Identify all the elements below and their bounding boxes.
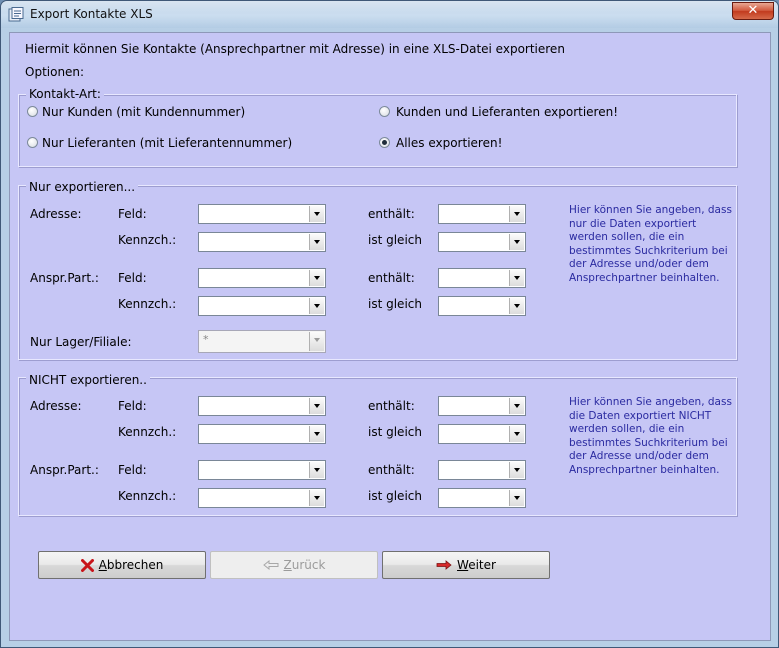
nicht-anspr-kennzch-combo[interactable] <box>198 488 326 508</box>
nicht-adresse-feld-combo[interactable] <box>198 396 326 416</box>
zurueck-label-rest: urück <box>291 558 326 572</box>
nicht-anspr-feld-combo[interactable] <box>198 460 326 480</box>
chevron-down-icon[interactable] <box>509 234 524 250</box>
nicht-anspr-ist-gleich-combo[interactable] <box>438 488 526 508</box>
nur-anspr-feld-label: Feld: <box>118 271 147 285</box>
nur-exportieren-legend: Nur exportieren... <box>26 180 138 194</box>
arrow-left-icon <box>263 560 279 570</box>
nur-anspr-enthaelt-combo[interactable] <box>438 268 526 288</box>
nicht-adresse-ist-gleich-label: ist gleich <box>368 425 422 439</box>
nur-anspr-enthaelt-label: enthält: <box>368 271 415 285</box>
chevron-down-icon[interactable] <box>309 298 324 314</box>
nicht-adresse-kennzch-combo[interactable] <box>198 424 326 444</box>
chevron-down-icon[interactable] <box>309 426 324 442</box>
nur-adresse-kennzch-label: Kennzch.: <box>118 233 177 247</box>
nur-anspr-ist-gleich-combo[interactable] <box>438 296 526 316</box>
nur-anspr-feld-combo[interactable] <box>198 268 326 288</box>
chevron-down-icon[interactable] <box>509 398 524 414</box>
zurueck-button[interactable] <box>210 551 378 579</box>
title-bar[interactable] <box>1 1 778 28</box>
radio-alles-exportieren-label[interactable]: Alles exportieren! <box>396 136 503 150</box>
chevron-down-icon[interactable] <box>509 462 524 478</box>
radio-kunden-und-lieferanten-label[interactable]: Kunden und Lieferanten exportieren! <box>396 105 619 119</box>
nur-adresse-kennzch-combo[interactable] <box>198 232 326 252</box>
nicht-anspr-ist-gleich-label: ist gleich <box>368 489 422 503</box>
nur-exportieren-hint: Hier können Sie angeben, dass nur die Daten exportiert werden sollen, die ein bestimmtes Suchkriterium bei der Adresse und/oder dem Ansprechpartner beinhalten. <box>569 204 732 284</box>
dialog-client-area <box>9 32 771 641</box>
nicht-anspr-label: Anspr.Part.: <box>30 463 99 477</box>
kontakt-art-legend: Kontakt-Art: <box>26 87 104 101</box>
nur-adresse-ist-gleich-label: ist gleich <box>368 233 422 247</box>
intro-text: Hiermit können Sie Kontakte (Ansprechpartner mit Adresse) in eine XLS-Datei exportieren <box>25 42 565 56</box>
zurueck-hotkey: Z <box>283 558 292 572</box>
nicht-anspr-enthaelt-combo[interactable] <box>438 460 526 480</box>
chevron-down-icon[interactable] <box>309 234 324 250</box>
nur-adresse-enthaelt-combo[interactable] <box>438 204 526 224</box>
chevron-down-icon[interactable] <box>509 206 524 222</box>
nicht-adresse-label: Adresse: <box>30 399 82 413</box>
close-button[interactable] <box>732 2 774 20</box>
chevron-down-icon[interactable] <box>309 398 324 414</box>
optionen-label: Optionen: <box>25 65 85 79</box>
nicht-exportieren-legend: NICHT exportieren.. <box>26 373 150 387</box>
weiter-label-rest: eiter <box>468 558 496 572</box>
lager-filiale-value: * <box>203 333 209 346</box>
nicht-adresse-enthaelt-label: enthält: <box>368 399 415 413</box>
nur-anspr-kennzch-label: Kennzch.: <box>118 297 177 311</box>
radio-nur-lieferanten-label[interactable]: Nur Lieferanten (mit Lieferantennummer) <box>42 136 293 150</box>
weiter-label <box>457 558 496 572</box>
chevron-down-icon[interactable] <box>509 490 524 506</box>
nur-adresse-enthaelt-label: enthält: <box>368 207 415 221</box>
nicht-anspr-kennzch-label: Kennzch.: <box>118 489 177 503</box>
chevron-down-icon[interactable] <box>309 270 324 286</box>
chevron-down-icon[interactable] <box>509 298 524 314</box>
nur-adresse-label: Adresse: <box>30 207 82 221</box>
nicht-adresse-enthaelt-combo[interactable] <box>438 396 526 416</box>
radio-nur-kunden[interactable] <box>27 106 38 117</box>
zurueck-label <box>284 558 326 572</box>
nicht-anspr-feld-label: Feld: <box>118 463 147 477</box>
nicht-adresse-feld-label: Feld: <box>118 399 147 413</box>
cancel-x-icon <box>81 559 94 572</box>
chevron-down-icon[interactable] <box>309 206 324 222</box>
nur-anspr-ist-gleich-label: ist gleich <box>368 297 422 311</box>
weiter-button[interactable] <box>382 551 550 579</box>
nicht-exportieren-hint: Hier können Sie angeben, dass die Daten exportiert NICHT werden sollen, die ein bestimmtes Suchkriterium bei der Adresse und/oder dem Ansprechpartner beinhalten. <box>569 396 732 476</box>
radio-nur-lieferanten[interactable] <box>27 137 38 148</box>
abbrechen-hotkey: A <box>98 558 107 572</box>
chevron-down-icon[interactable] <box>509 426 524 442</box>
radio-nur-kunden-label[interactable]: Nur Kunden (mit Kundennummer) <box>42 105 246 119</box>
nur-adresse-ist-gleich-combo[interactable] <box>438 232 526 252</box>
nur-anspr-kennzch-combo[interactable] <box>198 296 326 316</box>
nicht-adresse-kennzch-label: Kennzch.: <box>118 425 177 439</box>
abbrechen-label-rest: bbrechen <box>106 558 164 572</box>
nur-lager-filiale-combo[interactable] <box>198 330 326 353</box>
abbrechen-button[interactable] <box>38 551 206 579</box>
nur-adresse-feld-combo[interactable] <box>198 204 326 224</box>
window-title: Export Kontakte XLS <box>30 7 153 21</box>
nicht-anspr-enthaelt-label: enthält: <box>368 463 415 477</box>
chevron-down-icon[interactable] <box>309 462 324 478</box>
chevron-down-icon[interactable] <box>309 490 324 506</box>
nur-anspr-label: Anspr.Part.: <box>30 271 99 285</box>
chevron-down-icon[interactable] <box>509 270 524 286</box>
nur-adresse-feld-label: Feld: <box>118 207 147 221</box>
nicht-adresse-ist-gleich-combo[interactable] <box>438 424 526 444</box>
abbrechen-label <box>99 558 164 572</box>
chevron-down-icon[interactable] <box>309 332 324 351</box>
radio-kunden-und-lieferanten[interactable] <box>379 106 390 117</box>
contacts-export-icon <box>8 7 24 22</box>
radio-alles-exportieren[interactable] <box>379 137 390 148</box>
weiter-hotkey: W <box>457 558 469 572</box>
nur-lager-filiale-label: Nur Lager/Filiale: <box>30 335 132 349</box>
arrow-right-icon <box>436 560 452 570</box>
close-icon: ✕ <box>747 3 759 18</box>
